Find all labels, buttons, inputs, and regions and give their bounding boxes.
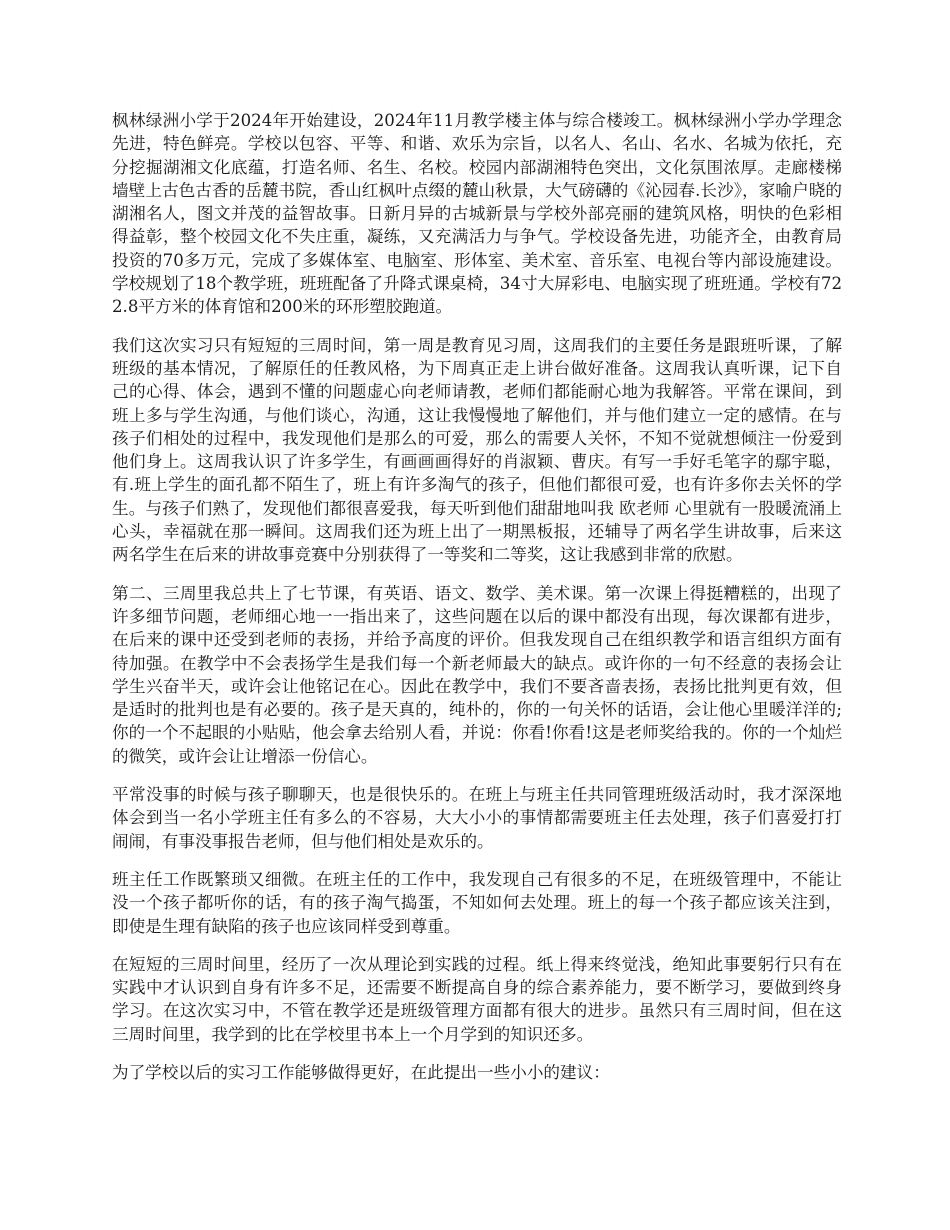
paragraph-reflection: 在短短的三周时间里，经历了一次从理论到实践的过程。纸上得来终觉浅，绝知此事要躬行只有在实践中才认识到自身有许多不足，还需要不断提高自身的综合素养能力，要不断学习，要做到终身学习。在这次实习中，不管在教学还是班级管理方面都有很大的进步。虽然只有三周时间，但在这三周时间里，我学到的比在学校里书本上一个月学到的知识还多。 (112, 954, 842, 1044)
paragraph-school-intro: 枫林绿洲小学于2024年开始建设，2024年11月教学楼主体与综合楼竣工。枫林绿洲小学办学理念先进，特色鲜亮。学校以包容、平等、和谐、欢乐为宗旨，以名人、名山、名水、名城为依托，充分挖掘湖湘文化底蕴，打造名师、名生、名校。校园内部湖湘特色突出，文化氛围浓厚。走廊楼梯墙壁上古色古香的岳麓书院，香山红枫叶点缀的麓山秋景，大气磅礴的《沁园春.长沙》，家喻户晓的湖湘名人，图文并茂的益智故事。日新月异的古城新景与学校外部亮丽的建筑风格，明快的色彩相得益彰，整个校园文化不失庄重，凝练，又充满活力与争气。学校设备先进，功能齐全，由教育局投资的70多万元，完成了多媒体室、电脑室、形体室、美术室、音乐室、电视台等内部设施建设。学校规划了18个教学班，班班配备了升降式课桌椅，34寸大屏彩电、电脑实现了班班通。学校有722.8平方米的体育馆和200米的环形塑胶跑道。 (112, 111, 842, 317)
paragraph-suggestions-intro: 为了学校以后的实习工作能够做得更好，在此提出一些小小的建议： (112, 1062, 610, 1082)
paragraph-teaching-weeks: 第二、三周里我总共上了七节课，有英语、语文、数学、美术课。第一次课上得挺糟糕的，出现了许多细节问题，老师细心地一一指出来了，这些问题在以后的课中都没有出现，每次课都有进步，在后来的课中还受到老师的表扬，并给予高度的评价。但我发现自己在组织教学和语言组织方面有待加强。在教学中不会表扬学生是我们每一个新老师最大的缺点。或许你的一句不经意的表扬会让学生兴奋半天，或许会让他铭记在心。因此在教学中，我们不要吝啬表扬，表扬比批判更有效，但是适时的批判也是有必要的。孩子是天真的，纯朴的，你的一句关怀的话语，会让他心里暖洋洋的;你的一个不起眼的小贴贴，他会拿去给别人看，并说：你看!你看!这是老师奖给我的。你的一个灿烂的微笑，或许会让让增添一份信心。 (112, 583, 842, 766)
paragraph-class-management: 平常没事的时候与孩子聊聊天，也是很快乐的。在班上与班主任共同管理班级活动时，我才深深地体会到当一名小学班主任有多么的不容易，大大小小的事情都需要班主任去处理，孩子们喜爱打打闹闹，有事没事报告老师，但与他们相处是欢乐的。 (112, 785, 842, 851)
paragraph-first-week: 我们这次实习只有短短的三周时间，第一周是教育见习周，这周我们的主要任务是跟班听课，了解班级的基本情况，了解原任的任教风格，为下周真正走上讲台做好准备。这周我认真听课，记下自己的心得、体会，遇到不懂的问题虚心向老师请教，老师们都能耐心地为我解答。平常在课间，到班上多与学生沟通，与他们谈心，沟通，这让我慢慢地了解他们，并与他们建立一定的感情。在与孩子们相处的过程中，我发现他们是那么的可爱，那么的需要人关怀，不知不觉就想倾注一份爱到他们身上。这周我认识了许多学生，有画画画得好的肖淑颖、曹庆。有写一手好毛笔字的鄢宇聪，有.班上学生的面孔都不陌生了，班上有许多淘气的孩子，但他们都很可爱，也有许多你去关怀的学生。与孩子们熟了，发现他们都很喜爱我，每天听到他们甜甜地叫我 欧老师 心里就有一股暖流涌上心头，幸福就在那一瞬间。这周我们还为班上出了一期黑板报，还辅导了两名学生讲故事，后来这两名学生在后来的讲故事竞赛中分别获得了一等奖和二等奖，这让我感到非常的欣慰。 (112, 335, 842, 565)
paragraph-head-teacher-work: 班主任工作既繁琐又细微。在班主任的工作中，我发现自己有很多的不足，在班级管理中，不能让没一个孩子都听你的话，有的孩子淘气捣蛋，不知如何去处理。班上的每一个孩子都应该关注到，即使是生理有缺陷的孩子也应该同样受到尊重。 (112, 869, 842, 936)
document-body (112, 109, 842, 1099)
